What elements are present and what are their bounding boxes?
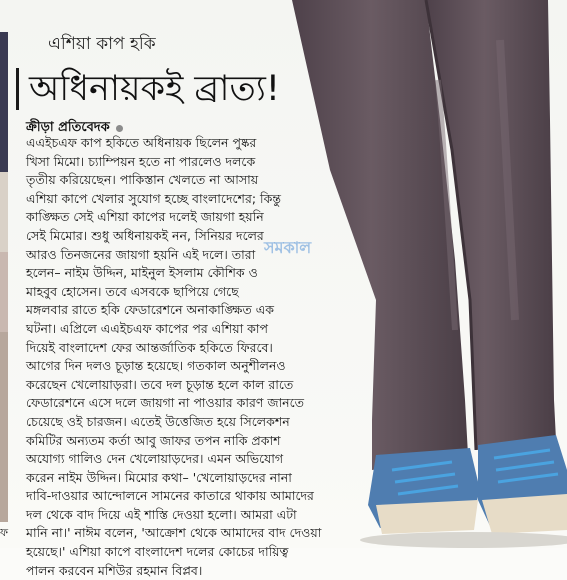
body-line: মঙ্গলবার রাতে হকি ফেডারেশনে অনাকাঙ্ক্ষিত এক — [26, 302, 275, 318]
body-line: খিসা মিমো। চ্যাম্পিয়ন হতে না পারলেও দলকে — [26, 153, 256, 169]
body-line: চেয়েছে ওই চারজন। এতেই উত্তেজিত হয়ে সিলেকশন — [26, 413, 290, 429]
body-line: ফেডারেশনে এসে দলে জায়গা না পাওয়ার কারণ জানতে — [26, 395, 305, 411]
article-headline: অধিনায়কই ব্রাত্য! — [29, 69, 280, 109]
adjacent-photo-strip — [0, 32, 8, 522]
right-sneaker — [478, 435, 567, 534]
body-line: হলেন– নাইম উদ্দিন, মাইনুল ইসলাম কৌশিক ও — [26, 265, 258, 281]
body-line: দিয়েই বাংলাদেশ ফের আন্তর্জাতিক হকিতে ফিরবে। — [26, 339, 273, 355]
body-line: কাঙ্ক্ষিত সেই এশিয়া কাপের দলেই জায়গা হয়নি — [26, 209, 264, 225]
body-line: আরও তিনজনের জায়গা হয়নি এই দলে। তারা — [26, 246, 256, 262]
body-line: মানি না।' নাঈম বলেন, 'আক্রোশ থেকে আমাদের বাদ দেওয়া — [26, 525, 322, 541]
headline-accent-bar — [16, 68, 19, 110]
byline-dot — [116, 125, 123, 132]
body-line: অযোগ্য গালিও দেন খেলোয়াড়দের। এমন অভিযোগ — [26, 451, 284, 467]
body-line: এএইচএফ কাপ হকিতে অধিনায়ক ছিলেন পুষ্কর — [26, 135, 257, 150]
body-line: কমিটির অন্যতম কর্তা আবু জাফর তপন নাকি প্রকাশ — [26, 432, 281, 448]
body-line: মাহবুব হোসেন। তবে এসবকে ছাপিয়ে গেছে — [26, 283, 239, 299]
body-line: দাবি-দাওয়ার আন্দোলনে সামনের কাতারে থাকায় আমাদের — [26, 488, 314, 504]
body-line: আগের দিন দলও চূড়ান্ত হয়েছে। গতকাল অনুশীলনও — [26, 358, 286, 374]
body-line: দল থেকে বাদ দিয়ে এই শাস্তি দেওয়া হলো। আমরা এটা — [26, 506, 297, 522]
body-line: এশিয়া কাপে খেলার সুযোগ হচ্ছে বাংলাদেশের; কিন্তু — [26, 190, 281, 206]
publisher-watermark: সমকাল — [264, 238, 312, 257]
body-line: তৃতীয় করিয়েছেন। পাকিস্তান খেলতে না আসায় — [26, 172, 259, 188]
body-line: করেন নাইম উদ্দিন। মিমোর কথা– 'খেলোয়াড়দের নানা — [26, 469, 292, 485]
article-kicker: এশিয়া কাপ হকি — [48, 34, 156, 54]
adjacent-column-caption: ফ — [0, 526, 9, 539]
body-line: পালন করবেন মশিউর রহমান বিপ্লব। — [26, 562, 203, 578]
headline-block — [16, 62, 284, 116]
article-body — [26, 134, 450, 580]
body-line: হয়েছে।' এশিয়া কাপে বাংলাদেশ দলের কোচের দায়িত্ব — [26, 544, 289, 560]
body-line: ঘটনা। এপ্রিলে এএইচএফ কাপের পর এশিয়া কাপ — [26, 320, 269, 336]
body-line: সেই মিমোর। শুধু অধিনায়কই নন, সিনিয়র দলের — [26, 227, 264, 243]
article-byline: ক্রীড়া প্রতিবেদক — [26, 120, 110, 135]
body-line: করেছেন খেলোয়াড়রা। তবে দল চূড়ান্ত হলে কাল রাতে — [26, 376, 294, 392]
